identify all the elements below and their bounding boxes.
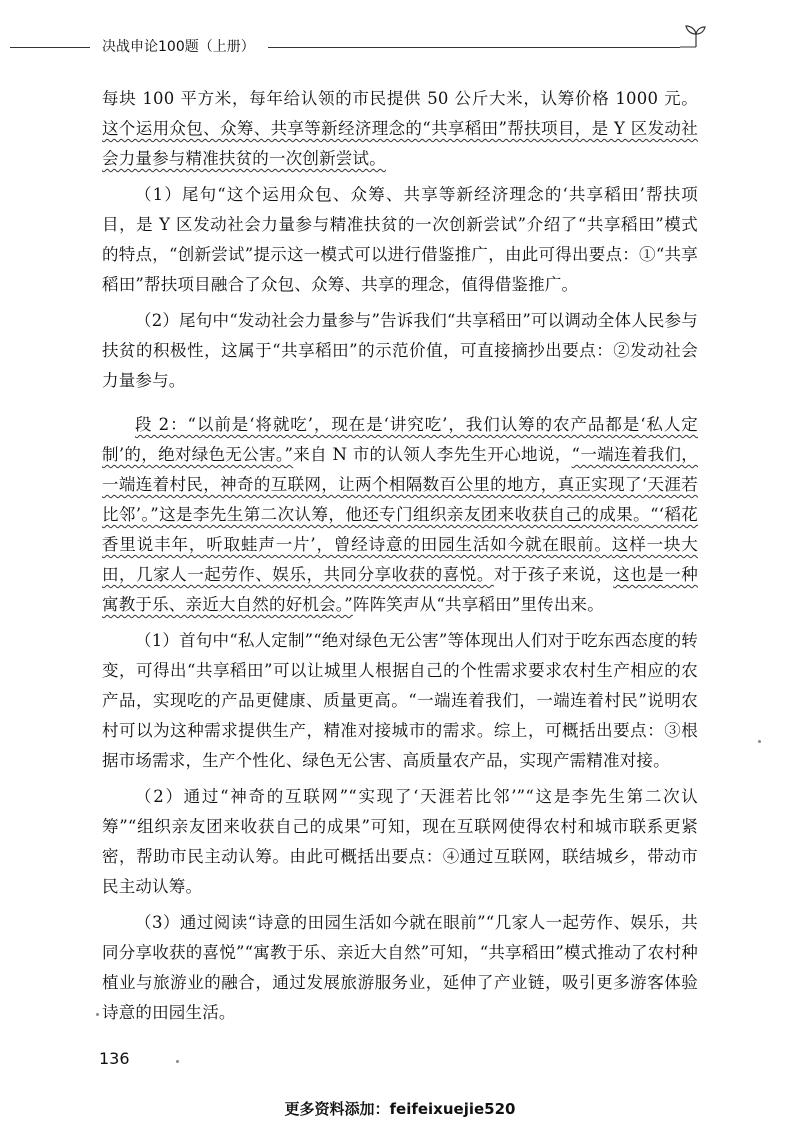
scan-speck — [96, 1013, 99, 1016]
paragraph-excerpt-1 — [102, 84, 698, 174]
page-number: 136 — [99, 1049, 130, 1068]
analysis-2-3: （3）通过阅读“诗意的田园生活如今就在眼前”“几家人一起劳作、娱乐，共同分享收获的喜悦”“寓教于乐、亲近大自然”可知，“共享稻田”模式推动了农村种植业与旅游业的融合，通过发展旅游服务业，延伸了产业链，吸引更多游客体验诗意的田园生活。 — [102, 913, 698, 1022]
scan-speck — [758, 740, 761, 743]
footer-note: 更多资料添加：feifeixuejie520 — [284, 1100, 516, 1118]
analysis-1-2: （2）尾句中“发动社会力量参与”告诉我们“共享稻田”可以调动全体人民参与扶贫的积极性，这属于“共享稻田”的示范价值，可直接摘抄出要点：②发动社会力量参与。 — [102, 311, 698, 390]
underlined-text: 这样一块大田，几家人一起劳作、娱乐，共同分享收获的喜悦。 — [102, 535, 699, 584]
analysis-2-1: （1）首句中“私人定制”“绝对绿色无公害”等体现出人们对于吃东西态度的转变，可得出“共享稻田”可以让城里人根据自己的个性需求要求农村生产相应的农产品，实现吃的产品更健康、质量更高。“一端连着我们，一端连着村民”说明农村可以为这种需求提供生产，精准对接城市的需求。综上，可概括出要点：③根据市场需求，生产个性化、绿色无公害、高质量农产品，实现产需精准对接。 — [102, 631, 698, 770]
underlined-text: “‘稻花香里说丰年，听取蛙声一片’，曾经诗意的田园生活如今就在眼前。 — [102, 505, 699, 554]
underlined-text: “一端连着我们，一端连着村民，神奇的互联网，让两个相隔数百公里的地方，真正实现了‘天涯若比邻’。” — [102, 445, 699, 524]
paragraph-excerpt-2 — [102, 410, 698, 620]
text-run: 阵阵笑声从“共享稻田”里传出来。 — [352, 595, 604, 614]
underlined-text: 这也是一种寓教于乐、亲近大自然的好机会。” — [102, 565, 698, 614]
scan-speck — [176, 1060, 179, 1063]
underlined-text: 这个运用众包、众筹、共享等新经济理念的“共享稻田”帮扶项目，是 Y 区发动社会力量参与精准扶贫的一次创新尝试。 — [102, 119, 698, 168]
analysis-1-1: （1）尾句“这个运用众包、众筹、共享等新经济理念的‘共享稻田’帮扶项目，是 Y 区发动社会力量参与精准扶贫的一次创新尝试”介绍了“共享稻田”模式的特点，“创新尝试”提示这一模式可以进行借鉴推广，由此可得出要点：①“共享稻田”帮扶项目融合了众包、众筹、共享的理念，值得借鉴推广。 — [102, 185, 698, 294]
text-run: 来自 N 市的认领人李先生开心地说， — [293, 445, 572, 464]
underlined-text: 段 2：“以前是‘将就吃’，现在是‘讲究吃’，我们认筹的农产品都是‘私人定制’的，绝对绿色无公害。” — [102, 415, 698, 464]
text-run: 对于孩子来说， — [493, 565, 614, 584]
sprout-icon — [676, 22, 708, 54]
underlined-text: 这是李先生第二次认筹，他还专门组织亲友团来收获自己的成果。 — [158, 505, 651, 524]
analysis-2-2: （2）通过“神奇的互联网”“实现了‘天涯若比邻’”“这是李先生第二次认筹”“组织亲友团来收获自己的成果”可知，现在互联网使得农村和城市联系更紧密，帮助市民主动认筹。由此可概括出要点：④通过互联网，联结城乡，带动市民主动认筹。 — [102, 787, 698, 896]
header-rule-left — [10, 47, 90, 48]
header-rule-right — [268, 47, 680, 48]
text-run: 每块 100 平方米，每年给认领的市民提供 50 公斤大米，认筹价格 1000 元。 — [102, 89, 698, 108]
header-title: 决战申论100题（上册） — [102, 39, 255, 55]
document-body — [102, 84, 698, 1028]
